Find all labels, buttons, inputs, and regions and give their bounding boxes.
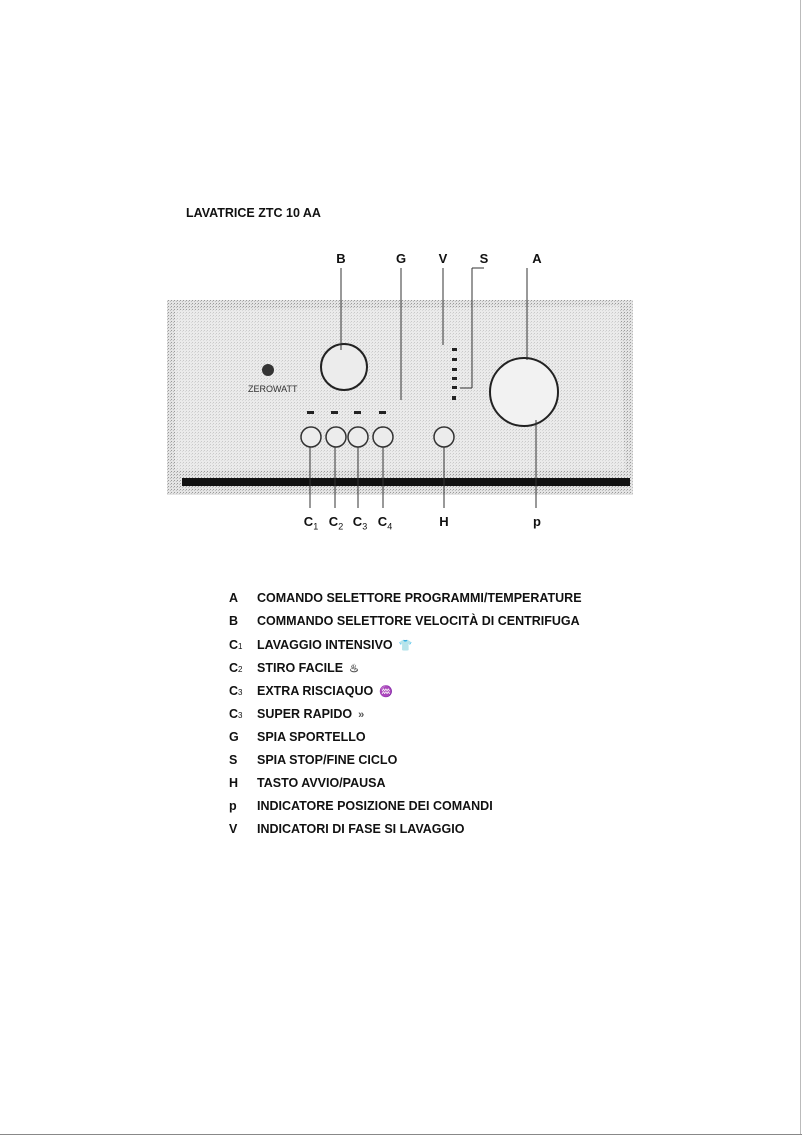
legend-key: p: [229, 799, 237, 813]
legend-key: H: [229, 776, 239, 790]
legend-key: C1: [229, 638, 243, 652]
legend-key: B: [229, 614, 239, 628]
legend-key: C3: [229, 707, 243, 721]
legend-key: C2: [229, 661, 243, 675]
legend-text: TASTO AVVIO/PAUSA: [257, 776, 386, 790]
label-c2: $C_2$: [328, 514, 344, 532]
svg-text:ZEROWATT: ZEROWATT: [248, 384, 298, 394]
legend-item: [229, 799, 493, 813]
legend-key: V: [229, 822, 238, 836]
spin-speed-dial: [321, 344, 367, 390]
legend-text: SPIA SPORTELLO: [257, 730, 366, 744]
program-dial: [490, 358, 558, 426]
legend-text: SPIA STOP/FINE CICLO: [257, 753, 398, 767]
label-g: G: [395, 251, 407, 266]
document-title: LAVATRICE ZTC 10 AA: [186, 206, 321, 220]
legend-text: INDICATORE POSIZIONE DEI COMANDI: [257, 799, 493, 813]
legend-item: [229, 707, 364, 721]
legend-item: [229, 776, 386, 790]
legend-item: [229, 638, 412, 652]
label-p: p: [533, 514, 541, 529]
label-v: V: [438, 251, 448, 266]
legend-text: INDICATORI DI FASE SI LAVAGGIO: [257, 822, 465, 836]
button-c2: [326, 427, 346, 447]
button-c1: [301, 427, 321, 447]
legend-item: [229, 591, 582, 605]
super-quick-icon: »: [358, 709, 365, 721]
legend-key: C3: [229, 684, 243, 698]
legend-item: [229, 753, 397, 767]
label-c4: $C_4$: [377, 514, 393, 532]
start-pause-button: [434, 427, 454, 447]
label-a: A: [532, 251, 542, 266]
button-c4: [373, 427, 393, 447]
legend-text: EXTRA RISCIAQUO: [257, 684, 374, 698]
page-edge: [800, 0, 801, 1135]
label-h: H: [439, 514, 449, 529]
legend-text: COMMANDO SELETTORE VELOCITÀ DI CENTRIFUGA: [257, 614, 580, 628]
extra-rinse-icon: ♒: [379, 686, 393, 698]
label-c1: $C_1$: [303, 514, 319, 532]
legend-text: LAVAGGIO INTENSIVO: [257, 638, 393, 652]
legend-item: [229, 822, 464, 836]
button-c3: [348, 427, 368, 447]
label-c3: $C_3$: [352, 514, 368, 532]
panel-bottom-edge: [182, 478, 630, 486]
legend-item: [229, 661, 359, 675]
control-panel-diagram: [0, 0, 802, 560]
legend-text: SUPER RAPIDO: [257, 707, 353, 721]
intensive-wash-icon: 👕: [398, 640, 413, 652]
legend-item: [229, 730, 366, 744]
legend-key: S: [229, 753, 238, 767]
legend-key: G: [229, 730, 239, 744]
legend-item: [229, 684, 393, 698]
label-b: B: [336, 251, 346, 266]
legend-text: COMANDO SELETTORE PROGRAMMI/TEMPERATURE: [257, 591, 582, 605]
label-s: S: [479, 251, 489, 266]
legend-text: STIRO FACILE: [257, 661, 344, 675]
brand-logo-icon: [262, 364, 274, 376]
legend-key: A: [229, 591, 239, 605]
legend-item: [229, 614, 580, 628]
easy-iron-icon: ♨: [349, 663, 359, 675]
